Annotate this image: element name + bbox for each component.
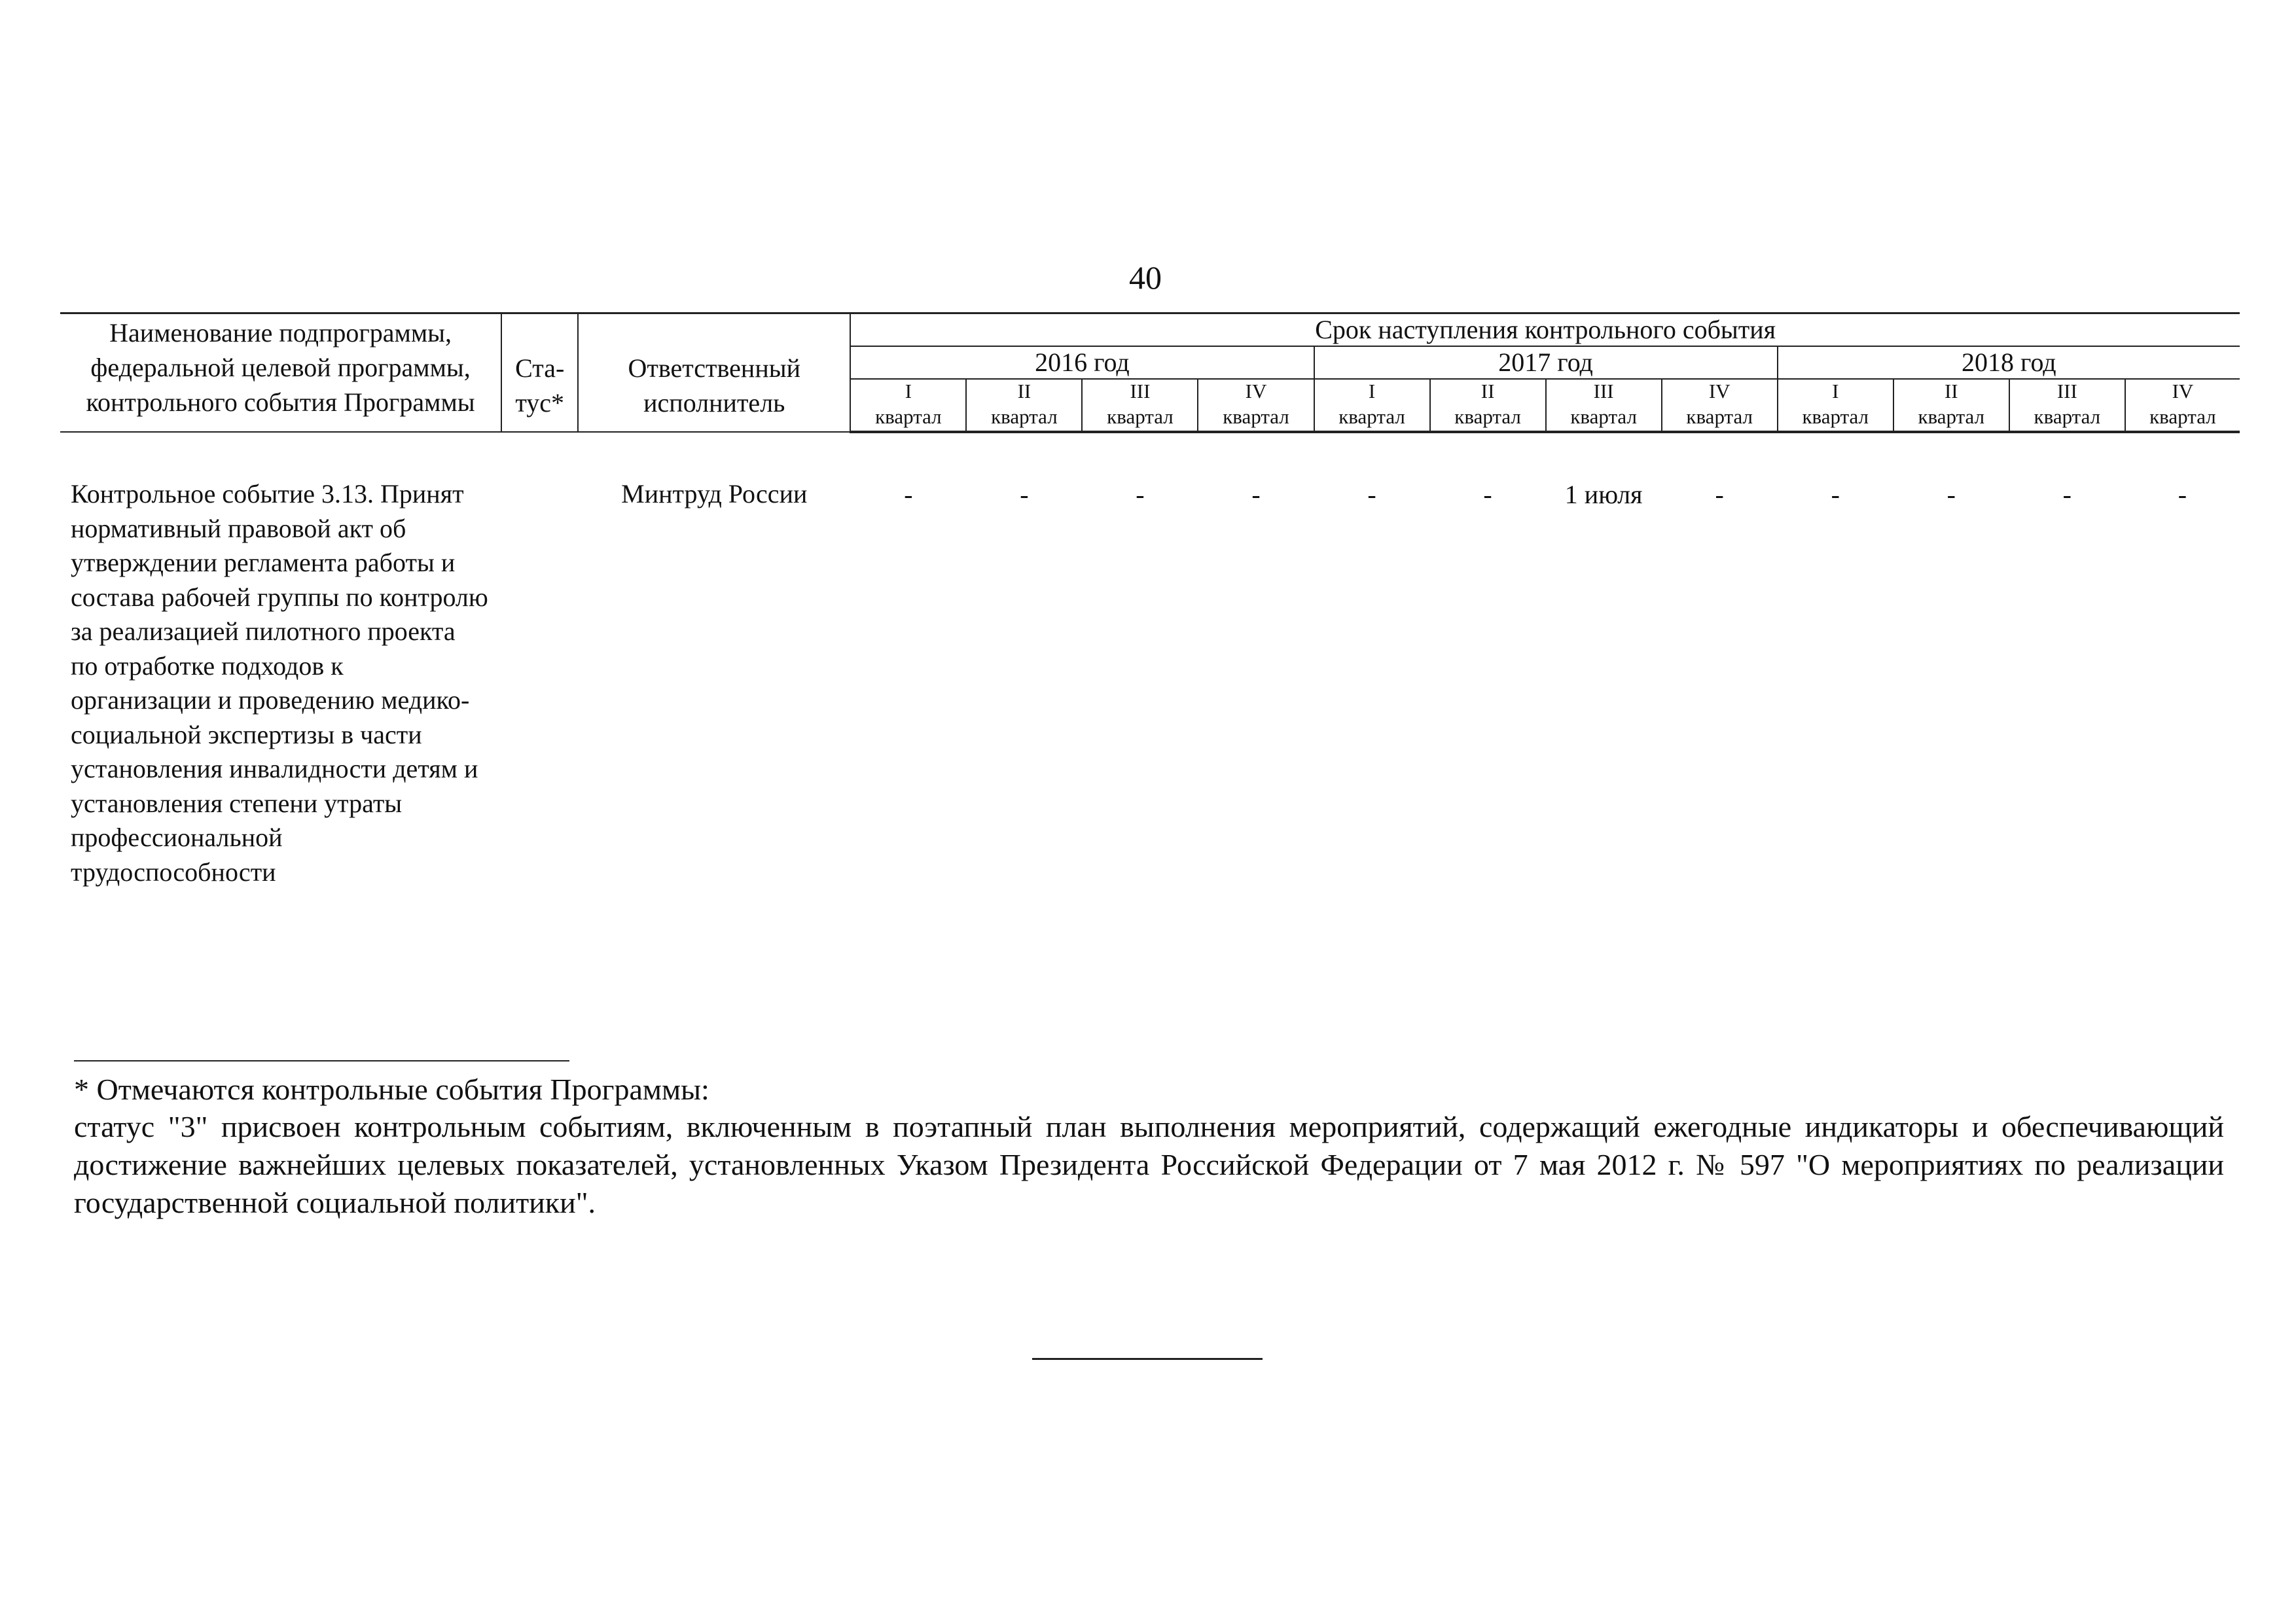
event-term-cell: - (904, 480, 913, 509)
header-quarter-word: квартал (1546, 403, 1662, 432)
event-term-cell: - (1946, 480, 1956, 509)
table-row (60, 432, 2240, 889)
header-quarter: I (850, 379, 966, 403)
event-term-cell: - (2062, 480, 2072, 509)
header-quarter: II (1430, 379, 1546, 403)
event-term-cell: - (1367, 480, 1376, 509)
header-year-2018: 2018 год (1778, 346, 2240, 379)
header-quarter-word: квартал (1198, 403, 1314, 432)
header-quarter-word: квартал (1430, 403, 1546, 432)
control-events-table (60, 312, 2240, 889)
header-quarter: I (1314, 379, 1430, 403)
header-quarter: III (1082, 379, 1198, 403)
header-status: Ста-тус* (501, 313, 578, 433)
header-name: Наименование подпрограммы, федеральной целевой программы, контрольного события Программы (60, 313, 501, 433)
header-quarter-word: квартал (1314, 403, 1430, 432)
header-quarter: IV (1198, 379, 1314, 403)
header-quarter-word: квартал (1082, 403, 1198, 432)
header-executor: Ответственный исполнитель (578, 313, 850, 433)
header-quarter-word: квартал (1893, 403, 2009, 432)
event-status (501, 432, 578, 889)
event-term-cell: - (2178, 480, 2187, 509)
event-term-cell: - (1251, 480, 1261, 509)
header-quarter: IV (2125, 379, 2240, 403)
event-term-cell: - (1831, 480, 1840, 509)
event-executor: Минтруд России (621, 479, 808, 508)
event-term-cell: 1 июля (1564, 480, 1643, 509)
header-quarter: III (2009, 379, 2125, 403)
header-year-2016: 2016 год (850, 346, 1314, 379)
header-quarter: II (966, 379, 1082, 403)
footnote-divider (74, 1060, 569, 1061)
event-term-cell: - (1136, 480, 1145, 509)
header-quarter-word: квартал (850, 403, 966, 432)
header-quarter: II (1893, 379, 2009, 403)
header-term: Срок наступления контрольного события (850, 313, 2240, 347)
header-quarter: IV (1662, 379, 1778, 403)
header-quarter: I (1778, 379, 1893, 403)
footnote-text: статус "3" присвоен контрольным событиям, включенным в поэтапный план выполнения мероприятий, содержащий ежегодные индикаторы и обеспечивающий достижение важнейших целевых показателей, установленных Указом Президента Российской Федерации от 7 мая 2012 г. № 597 "О мероприятиях по реализации государственной социальной политики". (74, 1110, 2224, 1219)
header-quarter-word: квартал (1662, 403, 1778, 432)
header-quarter-word: квартал (966, 403, 1082, 432)
event-name: Контрольное событие 3.13. Принят нормативный правовой акт об утверждении регламента работы и состава рабочей группы по контролю за реализацией пилотного проекта по отработке подходов к организации и проведению медико-социальной экспертизы в части установления инвалидности детям и установления степени утраты профессиональной трудоспособности (71, 479, 488, 887)
end-divider (1032, 1358, 1263, 1360)
header-year-2017: 2017 год (1314, 346, 1778, 379)
header-quarter-word: квартал (2009, 403, 2125, 432)
event-term-cell: - (1715, 480, 1724, 509)
header-quarter-word: квартал (2125, 403, 2240, 432)
footnote-heading: * Отмечаются контрольные события Программы: (74, 1073, 709, 1106)
event-term-cell: - (1020, 480, 1029, 509)
table-header (60, 313, 2240, 433)
header-quarter: III (1546, 379, 1662, 403)
page-number: 40 (1129, 259, 1162, 296)
event-term-cell: - (1483, 480, 1492, 509)
header-quarter-word: квартал (1778, 403, 1893, 432)
